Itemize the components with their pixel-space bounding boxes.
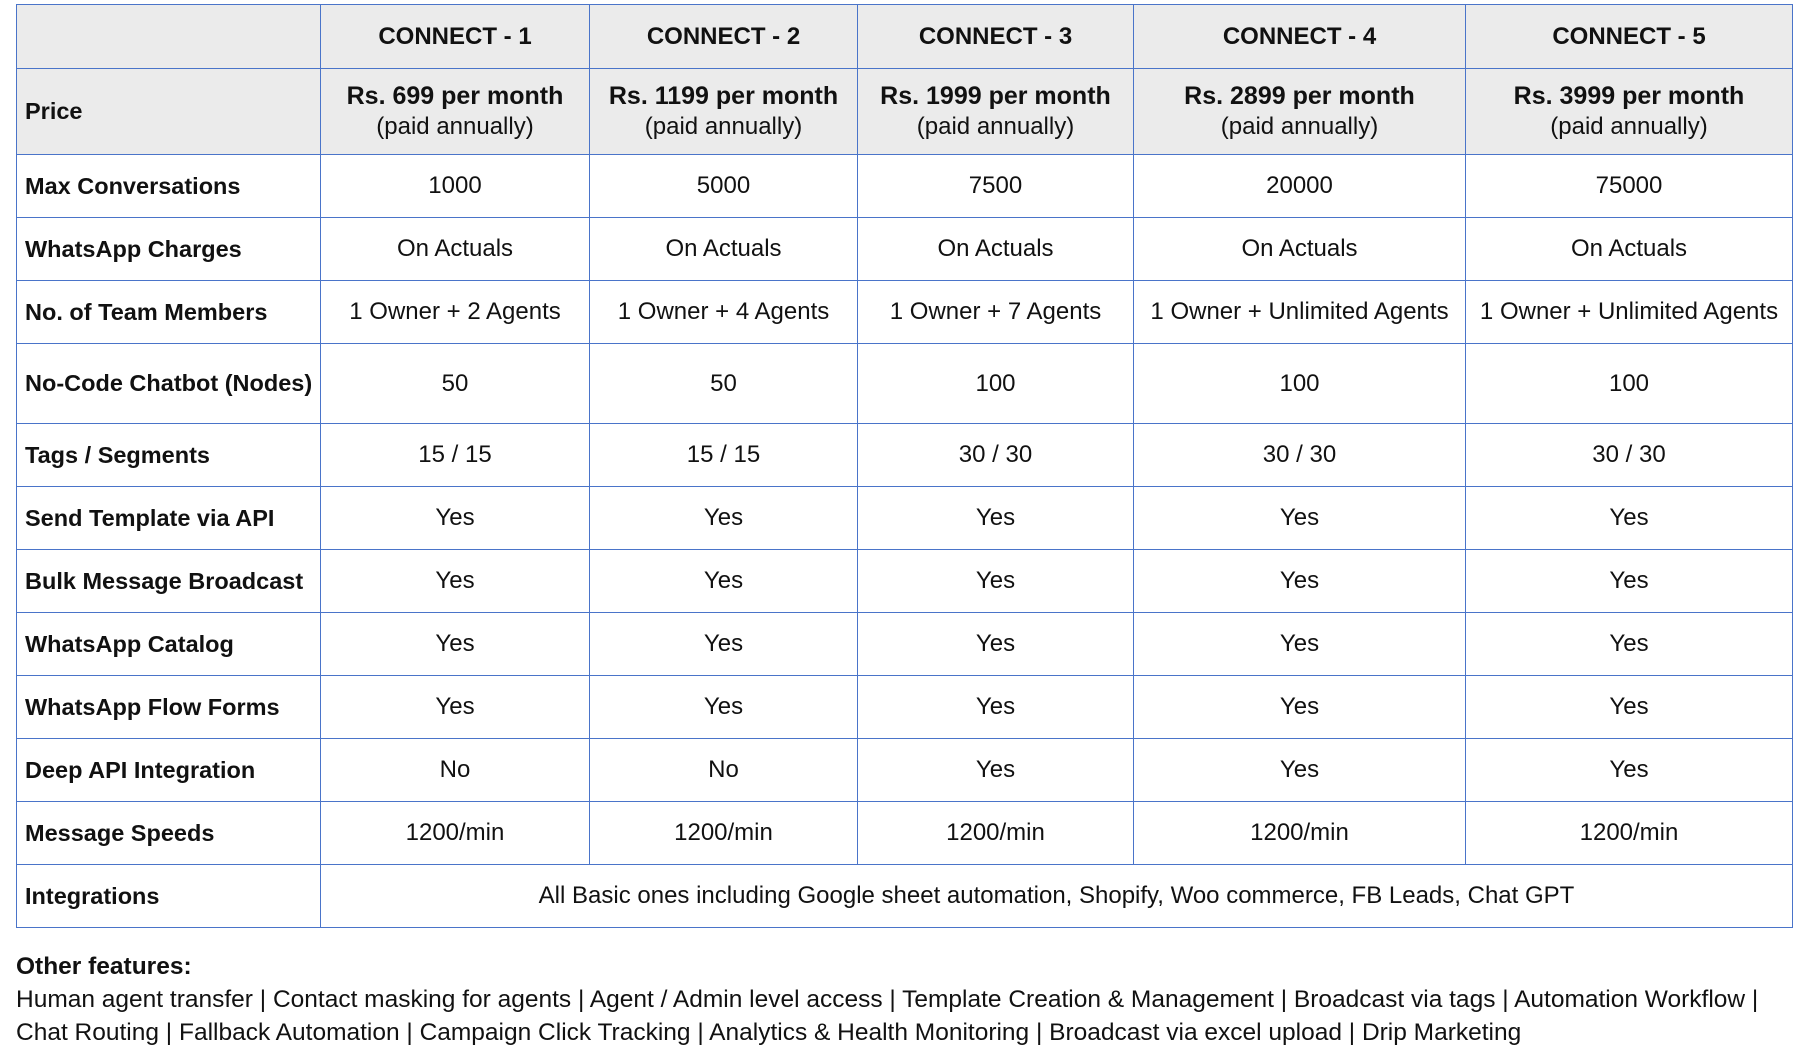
table-cell: 30 / 30 [858, 424, 1134, 487]
table-row [17, 281, 1793, 344]
table-cell: Yes [590, 613, 858, 676]
table-cell: On Actuals [321, 218, 590, 281]
price-cell [321, 69, 590, 155]
table-cell: 7500 [858, 155, 1134, 218]
price-main: Rs. 3999 per month [1513, 82, 1745, 110]
table-cell: 50 [321, 344, 590, 424]
table-cell: Yes [858, 739, 1134, 802]
table-cell: 100 [1134, 344, 1466, 424]
table-row [17, 424, 1793, 487]
table-cell: Yes [590, 487, 858, 550]
table-cell: No [321, 739, 590, 802]
table-cell: 1200/min [590, 802, 858, 865]
table-cell: On Actuals [1466, 218, 1793, 281]
table-row [17, 487, 1793, 550]
table-cell: Yes [858, 487, 1134, 550]
table-cell: 100 [858, 344, 1134, 424]
row-label: Max Conversations [17, 155, 321, 218]
table-cell: Yes [1466, 487, 1793, 550]
row-label: Bulk Message Broadcast [17, 550, 321, 613]
table-cell: Yes [321, 676, 590, 739]
table-cell: Yes [1466, 739, 1793, 802]
table-cell: 1200/min [1134, 802, 1466, 865]
table-cell: 30 / 30 [1466, 424, 1793, 487]
table-cell: Yes [1134, 739, 1466, 802]
plan-header-row [17, 5, 1793, 69]
table-cell: Yes [1134, 613, 1466, 676]
integrations-value: All Basic ones including Google sheet automation, Shopify, Woo commerce, FB Leads, Chat GPT [321, 865, 1793, 928]
table-cell: 1 Owner + Unlimited Agents [1466, 281, 1793, 344]
table-cell: Yes [321, 487, 590, 550]
table-cell: Yes [858, 613, 1134, 676]
table-cell: Yes [858, 676, 1134, 739]
table-cell: Yes [1134, 676, 1466, 739]
table-cell: On Actuals [590, 218, 858, 281]
table-cell: 1200/min [1466, 802, 1793, 865]
plan-header: CONNECT - 4 [1134, 5, 1466, 69]
table-cell: Yes [858, 550, 1134, 613]
plan-header: CONNECT - 5 [1466, 5, 1793, 69]
table-cell: On Actuals [1134, 218, 1466, 281]
table-row [17, 676, 1793, 739]
table-cell: Yes [321, 613, 590, 676]
row-label: Deep API Integration [17, 739, 321, 802]
other-features [16, 950, 1792, 1049]
table-cell: No [590, 739, 858, 802]
table-row [17, 155, 1793, 218]
table-cell: Yes [1134, 487, 1466, 550]
price-cell [858, 69, 1134, 155]
table-cell: 100 [1466, 344, 1793, 424]
table-row [17, 550, 1793, 613]
table-cell: Yes [590, 676, 858, 739]
row-label: No-Code Chatbot (Nodes) [17, 344, 321, 424]
table-cell: 5000 [590, 155, 858, 218]
table-cell: Yes [1134, 550, 1466, 613]
table-cell: Yes [1466, 613, 1793, 676]
table-row [17, 802, 1793, 865]
table-row [17, 739, 1793, 802]
header-empty-cell [17, 5, 321, 69]
plan-header: CONNECT - 3 [858, 5, 1134, 69]
table-cell: 15 / 15 [590, 424, 858, 487]
plan-header: CONNECT - 2 [590, 5, 858, 69]
row-label: Tags / Segments [17, 424, 321, 487]
table-cell: 1200/min [858, 802, 1134, 865]
table-cell: 50 [590, 344, 858, 424]
row-label: WhatsApp Catalog [17, 613, 321, 676]
row-label: Send Template via API [17, 487, 321, 550]
table-cell: 15 / 15 [321, 424, 590, 487]
pricing-table [16, 4, 1793, 928]
price-sub: (paid annually) [376, 113, 534, 140]
table-cell: 20000 [1134, 155, 1466, 218]
price-main: Rs. 699 per month [346, 82, 564, 110]
price-cell [1466, 69, 1793, 155]
price-cell [1134, 69, 1466, 155]
row-label: Price [17, 69, 321, 155]
price-sub: (paid annually) [644, 113, 803, 140]
row-label: WhatsApp Flow Forms [17, 676, 321, 739]
row-label: WhatsApp Charges [17, 218, 321, 281]
row-label: No. of Team Members [17, 281, 321, 344]
other-features-text: Human agent transfer | Contact masking for agents | Agent / Admin level access | Template Creation & Management | Broadcast via tags | Automation Workflow | Chat Routing | Fallback Automation | Campaign Click Tracking | Analytics & Health Monitoring | Broadcast via excel upload | Drip Marketing [16, 986, 1759, 1046]
price-main: Rs. 2899 per month [1184, 82, 1415, 110]
table-row [17, 344, 1793, 424]
integrations-row [17, 865, 1793, 928]
table-cell: 1200/min [321, 802, 590, 865]
table-cell: Yes [321, 550, 590, 613]
table-cell: 1000 [321, 155, 590, 218]
table-cell: 1 Owner + Unlimited Agents [1134, 281, 1466, 344]
table-cell: Yes [1466, 550, 1793, 613]
table-cell: 1 Owner + 4 Agents [590, 281, 858, 344]
table-cell: 75000 [1466, 155, 1793, 218]
table-cell: 1 Owner + 7 Agents [858, 281, 1134, 344]
row-label: Message Speeds [17, 802, 321, 865]
table-cell: Yes [590, 550, 858, 613]
table-cell: On Actuals [858, 218, 1134, 281]
price-sub: (paid annually) [1220, 113, 1379, 140]
price-sub: (paid annually) [1550, 113, 1708, 140]
other-features-title: Other features: [16, 953, 192, 980]
price-row [17, 69, 1793, 155]
plan-header: CONNECT - 1 [321, 5, 590, 69]
table-cell: 30 / 30 [1134, 424, 1466, 487]
price-sub: (paid annually) [916, 113, 1075, 140]
price-main: Rs. 1999 per month [880, 82, 1111, 110]
table-row [17, 218, 1793, 281]
table-cell: Yes [1466, 676, 1793, 739]
table-row [17, 613, 1793, 676]
row-label: Integrations [17, 865, 321, 928]
price-cell [590, 69, 858, 155]
price-main: Rs. 1199 per month [608, 82, 839, 110]
table-cell: 1 Owner + 2 Agents [321, 281, 590, 344]
